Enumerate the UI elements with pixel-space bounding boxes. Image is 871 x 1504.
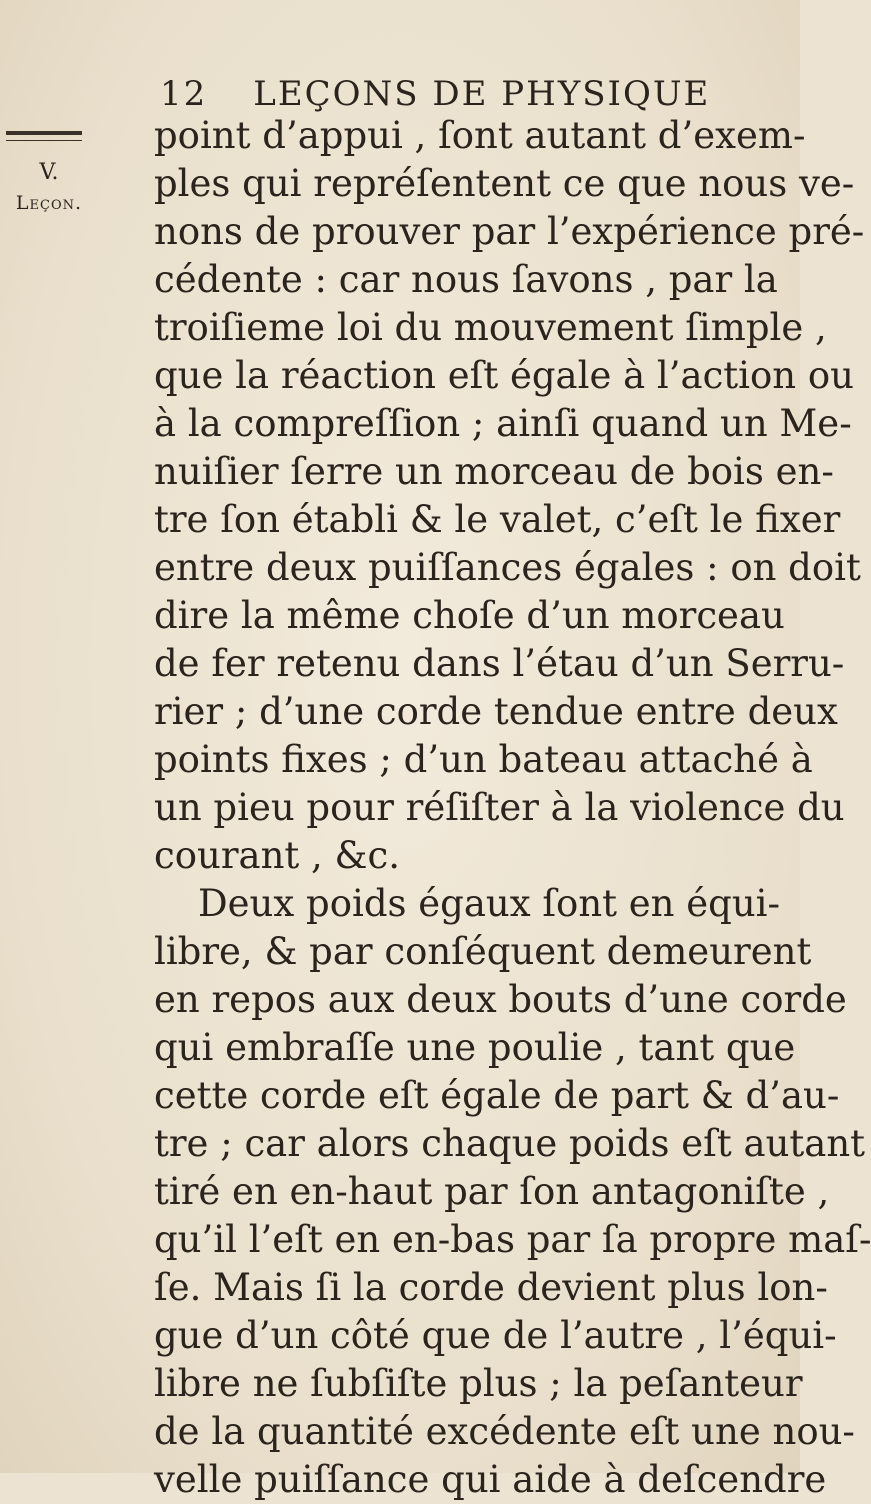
running-title: LEÇONS DE PHYSIQUE — [253, 74, 711, 114]
text-line: gue d’un côté que de l’autre , l’équi- — [154, 1314, 837, 1357]
text-line: points fixes ; d’un bateau attaché à — [154, 738, 813, 781]
text-line: libre ne ſubſiſte plus ; la peſanteur — [154, 1362, 803, 1405]
text-line: en repos aux deux bouts d’une corde — [154, 978, 847, 1021]
text-line: nuiſier ſerre un morceau de bois en- — [154, 450, 834, 493]
text-line: velle puiſſance qui aide à deſcendre — [154, 1458, 827, 1501]
text-line: troiſieme loi du mouvement ſimple , — [154, 306, 827, 349]
text-line: nons de prouver par l’expérience pré- — [154, 210, 865, 253]
text-line: tiré en en-haut par ſon antagoniſte , — [154, 1170, 830, 1213]
text-line: cette corde eſt égale de part & d’au- — [154, 1074, 840, 1117]
text-line: libre, & par conſéquent demeurent — [154, 930, 812, 973]
text-line: tre ; car alors chaque poids eſt autant — [154, 1122, 866, 1165]
text-line: un pieu pour réſiſter à la violence du — [154, 786, 845, 829]
text-line: point d’appui , ſont autant d’exem- — [154, 114, 806, 157]
text-line: cédente : car nous ſavons , par la — [154, 258, 778, 301]
text-line: qu’il l’eſt en en-bas par ſa propre maſ- — [154, 1218, 871, 1261]
paragraph-start-line: Deux poids égaux ſont en équi- — [198, 882, 781, 925]
text-line: que la réaction eſt égale à l’action ou — [154, 354, 854, 397]
text-line: à la compreſſion ; ainſi quand un Me- — [154, 402, 852, 445]
margin-lesson-label: Leçon. — [15, 192, 83, 214]
header-rule-thin — [6, 140, 82, 141]
text-line: courant , &c. — [154, 834, 400, 877]
text-line: dire la même choſe d’un morceau — [154, 594, 785, 637]
body-text — [154, 112, 871, 1504]
text-line: ſe. Mais ſi la corde devient plus lon- — [154, 1266, 828, 1309]
text-line: de fer retenu dans l’étau d’un Serru- — [154, 642, 845, 685]
running-header — [160, 74, 720, 114]
page-number: 12 — [160, 74, 208, 114]
margin-note — [8, 158, 90, 218]
text-line: qui embraſſe une poulie , tant que — [154, 1026, 796, 1069]
text-line: ples qui repréſentent ce que nous ve- — [154, 162, 855, 205]
margin-lesson-number: V. — [39, 160, 59, 185]
text-line: de la quantité excédente eſt une nou- — [154, 1410, 855, 1453]
header-rule — [6, 131, 82, 135]
text-line: tre ſon établi & le valet, c’eſt le fixer — [154, 498, 841, 541]
text-line: entre deux puiſſances égales : on doit — [154, 546, 861, 589]
text-line: rier ; d’une corde tendue entre deux — [154, 690, 838, 733]
